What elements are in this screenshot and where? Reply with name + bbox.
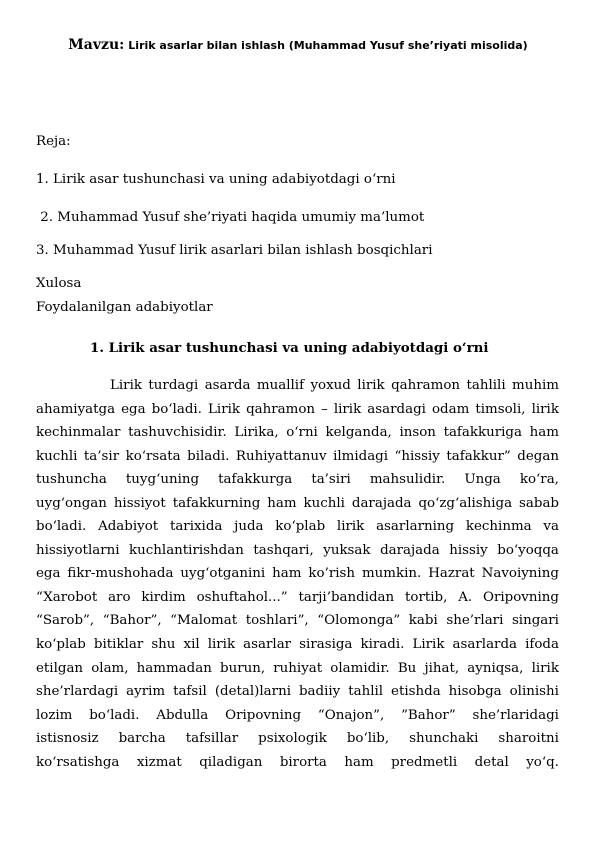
word: muhim <box>512 378 559 393</box>
paragraph-line <box>36 680 559 704</box>
word: ko‘rsata <box>125 448 181 464</box>
word: hissiyot <box>113 495 166 511</box>
word: shunchaki <box>409 731 479 747</box>
paragraph-line <box>36 398 559 422</box>
word: Lirik <box>110 378 142 393</box>
word: jihat, <box>424 660 460 676</box>
word: “Bahor”, <box>102 613 162 629</box>
word: olamidir. <box>330 660 390 676</box>
word: tafakkuriga <box>443 425 522 441</box>
word: yoxud <box>310 378 351 393</box>
word: asarlar <box>243 637 292 653</box>
word: lirik <box>207 637 236 653</box>
word: ahamiyatga <box>36 401 116 417</box>
plan-heading: Reja: <box>36 134 71 149</box>
word: Lirika, <box>234 425 279 441</box>
paragraph-line <box>36 562 559 586</box>
title-topic: Lirik asarlar bilan ishlash (Muhammad Yusuf she’riyati misolida) <box>128 39 528 52</box>
word: ko‘ra, <box>519 472 559 488</box>
paragraph-line <box>36 657 559 681</box>
word: “Olomonga” <box>317 613 401 629</box>
word: – <box>321 401 328 417</box>
paragraph-line <box>36 468 559 492</box>
word: sabab <box>519 495 559 511</box>
word: uyg‘otganini <box>180 566 266 582</box>
paragraph-line <box>36 704 559 728</box>
word: tafakkurga <box>218 472 293 488</box>
word: asarda <box>204 378 251 393</box>
plan-item-2: 2. Muhammad Yusuf she’riyati haqida umumiy ma’lumot <box>36 210 425 225</box>
paragraph-line <box>36 609 559 633</box>
word: Ruhiyattanuv <box>235 448 327 464</box>
word: lirik <box>336 519 365 535</box>
word: kelganda, <box>325 425 392 441</box>
word: odam <box>432 401 470 417</box>
word: aro <box>108 589 131 605</box>
word: burun, <box>220 660 266 676</box>
page-title <box>0 36 596 54</box>
paragraph-line <box>36 586 559 610</box>
plan-item-3: 3. Muhammad Yusuf lirik asarlari bilan ishlash bosqichlari <box>36 243 433 258</box>
word: tafsil <box>173 684 207 700</box>
word: “Xarobot <box>36 589 98 605</box>
word: ko‘rsatishga <box>36 754 120 770</box>
word: bo‘ladi. <box>36 519 87 535</box>
word: tahlili <box>466 378 506 393</box>
word: she’rlaridagi <box>472 707 559 723</box>
word: fikr-mushohada <box>67 566 174 582</box>
word: ham <box>344 754 374 770</box>
word: psixologik <box>258 731 327 747</box>
word: sharoitni <box>498 731 559 747</box>
word: ham <box>267 495 297 511</box>
word: o‘rni <box>286 425 318 441</box>
section-heading: 1. Lirik asar tushunchasi va uning adabiyotdagi o‘rni <box>90 340 489 356</box>
word: hissiyotlarni <box>36 542 120 558</box>
word: ilmidagi <box>333 448 389 464</box>
word: tuyg‘uning <box>125 472 200 488</box>
paragraph-line <box>36 515 559 539</box>
word: kuchli <box>303 495 345 511</box>
word: lirik <box>357 378 385 393</box>
word: shu <box>151 637 176 653</box>
word: ko’rish <box>308 566 356 582</box>
word: kuchli <box>36 448 78 464</box>
word: ruhiyat <box>273 660 323 676</box>
word: mahsulidir. <box>369 472 446 488</box>
word: muallif <box>256 378 305 393</box>
paragraph-line <box>36 727 559 751</box>
word: timsoli, <box>475 401 526 417</box>
word: tarixida <box>169 519 223 535</box>
word: ayrim <box>126 684 166 700</box>
word: tushuncha <box>36 472 107 488</box>
paragraph-line <box>36 633 559 657</box>
word: ta’siri <box>311 472 351 488</box>
word: istisnosiz <box>36 731 99 747</box>
word: badiiy <box>298 684 341 700</box>
word: bo‘ladi. <box>89 707 140 723</box>
word: Lirik <box>208 401 240 417</box>
word: ta’sir <box>83 448 120 464</box>
word: Hazrat <box>428 566 475 582</box>
word: yo‘q. <box>526 754 559 770</box>
word: hissiy <box>449 542 488 558</box>
word: Lirik <box>412 637 445 653</box>
word: etishda <box>391 684 441 700</box>
word: yuksak <box>323 542 371 558</box>
word: ham <box>272 566 302 582</box>
word: Navoiyning <box>481 566 559 582</box>
word: qiladigan <box>199 754 263 770</box>
title-label: Mavzu: <box>68 37 125 53</box>
word: ayniqsa, <box>467 660 524 676</box>
word: asarlarning <box>376 519 455 535</box>
word: tahlil <box>348 684 384 700</box>
body-paragraph <box>36 374 559 774</box>
word: barcha <box>118 731 166 747</box>
word: bo‘ladi. <box>151 401 202 417</box>
word: Adabiyot <box>98 519 159 535</box>
word: she’rlardagi <box>36 684 119 700</box>
word: darajada <box>351 495 412 511</box>
word: bo‘yoqqa <box>497 542 559 558</box>
word: ega <box>36 566 61 582</box>
word: lirik <box>531 401 559 417</box>
word: qo‘zg‘alishiga <box>418 495 513 511</box>
word: biladi. <box>187 448 230 464</box>
paragraph-line <box>36 539 559 563</box>
paragraph-line <box>36 751 559 775</box>
plan-item-1: 1. Lirik asar tushunchasi va uning adabiyotdagi o‘rni <box>36 172 396 187</box>
word: tashuvchisidir. <box>128 425 227 441</box>
word: hisobga <box>448 684 502 700</box>
word: inson <box>399 425 436 441</box>
word: toshlari”, <box>245 613 309 629</box>
word: sirasiga <box>299 637 353 653</box>
word: kiradi. <box>360 637 405 653</box>
word: asarlarda <box>452 637 518 653</box>
word: she’rlari <box>446 613 504 629</box>
word: etilgan <box>36 660 84 676</box>
word: oshuftahol...” <box>196 589 288 605</box>
word: olam, <box>91 660 129 676</box>
word: tafsillar <box>185 731 239 747</box>
paragraph-line <box>36 374 559 398</box>
word: bitiklar <box>93 637 144 653</box>
word: tafakkur” <box>446 448 511 464</box>
word: tortib, <box>405 589 448 605</box>
word: detal <box>474 754 509 770</box>
word: ham <box>529 425 559 441</box>
word: hammadan <box>136 660 212 676</box>
paragraph-line <box>36 492 559 516</box>
word: qahramon <box>246 401 316 417</box>
word: turdagi <box>148 378 199 393</box>
word: ko‘plab <box>36 637 86 653</box>
word: Bu <box>397 660 417 676</box>
word: (detal)larni <box>214 684 291 700</box>
word: bo‘lib, <box>346 731 390 747</box>
word: tarji’bandidan <box>298 589 395 605</box>
word: olinishi <box>509 684 559 700</box>
word: kechinma <box>465 519 532 535</box>
word: Abdulla <box>156 707 209 723</box>
word: ko‘plab <box>275 519 326 535</box>
paragraph-line <box>36 421 559 445</box>
word: “Onajon”, <box>317 707 385 723</box>
plan-item-conclusion: Xulosa <box>36 276 82 291</box>
word: mumkin. <box>361 566 422 582</box>
word: lozim <box>36 707 73 723</box>
word: darajada <box>380 542 440 558</box>
word: ega <box>121 401 146 417</box>
word: kechinmalar <box>36 425 121 441</box>
word: Oripovning <box>482 589 559 605</box>
word: ”Bahor” <box>401 707 456 723</box>
word: va <box>543 519 559 535</box>
word: A. <box>458 589 473 605</box>
paragraph-line <box>36 445 559 469</box>
word: birorta <box>279 754 327 770</box>
word: “Sarob”, <box>36 613 95 629</box>
word: lirik <box>333 401 362 417</box>
word: juda <box>234 519 264 535</box>
word: tashqari, <box>253 542 314 558</box>
word: “hissiy <box>394 448 440 464</box>
word: predmetli <box>391 754 458 770</box>
word: qahramon <box>391 378 461 393</box>
word: Oripovning <box>225 707 302 723</box>
word: lirik <box>531 660 559 676</box>
word: ifoda <box>525 637 559 653</box>
word: “Malomat <box>170 613 238 629</box>
word: kirdim <box>141 589 186 605</box>
word: tafakkurning <box>172 495 261 511</box>
word: xizmat <box>136 754 182 770</box>
word: xil <box>183 637 200 653</box>
plan-item-references: Foydalanilgan adabiyotlar <box>36 300 213 315</box>
word: kuchlantirishdan <box>129 542 244 558</box>
word: asardagi <box>367 401 426 417</box>
word: degan <box>517 448 559 464</box>
word: kabi <box>408 613 438 629</box>
word: Unga <box>464 472 501 488</box>
word: uyg‘ongan <box>36 495 107 511</box>
word: singari <box>511 613 559 629</box>
